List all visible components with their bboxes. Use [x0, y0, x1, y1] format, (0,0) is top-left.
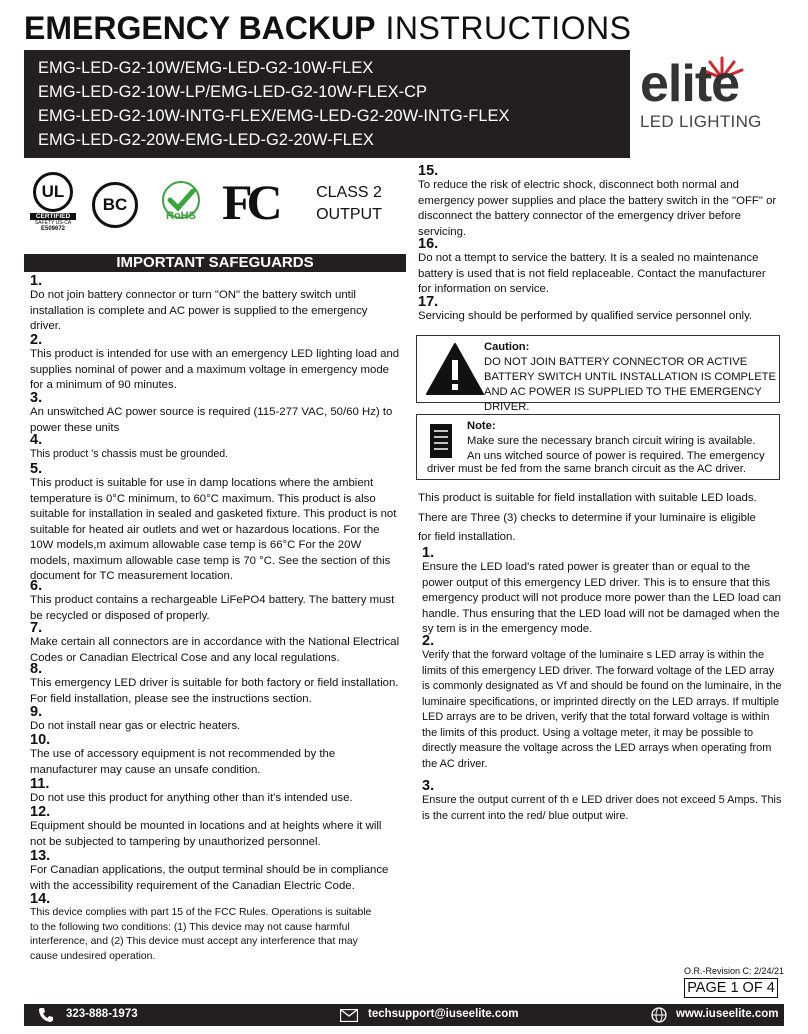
item-number: 13. — [30, 848, 51, 864]
model-list — [24, 50, 630, 158]
ul-code: E509672 — [40, 226, 66, 232]
rohs-mark — [156, 180, 206, 230]
item-number: 10. — [30, 732, 51, 748]
safeguard-item — [30, 849, 400, 894]
page-title — [24, 10, 631, 47]
item-number: 4. — [30, 432, 43, 448]
warning-icon — [425, 342, 485, 396]
item-text: This device complies with part 15 of the FCC Rules. Operations is suitable to the following two conditions: (1) This device may not cause harmful interference, and (2) This device must accept any interference that may cause undesired operation. — [30, 907, 372, 962]
globe-icon — [651, 1007, 667, 1023]
rohs-label: RoHS — [166, 210, 196, 222]
safeguard-item — [30, 662, 400, 707]
item-number: 14. — [30, 891, 51, 907]
footer-email[interactable]: techsupport@iuseelite.com — [368, 1008, 519, 1020]
phone-icon — [38, 1007, 54, 1023]
safeguard-item — [30, 805, 400, 850]
revision-label: O.R.-Revision C: 2/24/21 — [684, 966, 785, 976]
item-number: 11. — [30, 776, 50, 792]
item-text: Equipment should be mounted in locations and at heights where it will not be subjected to tampering by unauthorized personnel. — [30, 820, 382, 848]
item-number: 12. — [30, 804, 51, 820]
safeguard-item — [418, 237, 780, 298]
safeguard-item — [30, 433, 400, 463]
item-number: 6. — [30, 578, 43, 594]
footer-bar — [24, 1004, 784, 1026]
check-text: Ensure the LED load's rated power is greater than or equal to the power output of this emergency LED driver. This is to ensure that this emergency product will not produce more power than the LED load can handle. Thus ensuring that the LED load will not be damaged when the sy tem is in the emergency mode. — [422, 561, 782, 635]
check-number: 2. — [422, 633, 435, 649]
item-number: 17. — [418, 294, 439, 310]
item-number: 3. — [30, 390, 43, 406]
note-pad-icon — [427, 421, 457, 461]
footer-phone[interactable]: 323-888-1973 — [66, 1008, 138, 1020]
item-number: 1. — [30, 273, 43, 289]
safeguard-item — [30, 579, 400, 624]
safeguard-item — [30, 705, 400, 735]
safeguard-item — [30, 274, 400, 335]
item-number: 8. — [30, 661, 43, 677]
item-number: 16. — [418, 236, 439, 252]
item-text: This product contains a rechargeable LiFePO4 battery. The battery must be recycled or disposed of properly. — [30, 594, 395, 622]
item-text: The use of accessory equipment is not recommended by the manufacturer may cause an unsafe condition. — [30, 748, 336, 776]
caution-text: DO NOT JOIN BATTERY CONNECTOR OR ACTIVE BATTERY SWITCH UNTIL INSTALLATION IS COMPLETE AND AC POWER IS SUPPLIED TO THE EMERGENCY DRIVER. — [484, 356, 776, 413]
safeguard-item — [30, 733, 400, 778]
class2-line: OUTPUT — [316, 206, 382, 223]
check-number: 1. — [422, 545, 435, 561]
note-line: An uns witched source of power is required. The emergency — [467, 450, 765, 462]
safeguard-item — [30, 333, 400, 394]
safeguard-item — [30, 462, 400, 585]
field-check — [422, 546, 782, 638]
field-intro: This product is suitable for field installation with suitable LED loads. — [418, 492, 757, 504]
check-number: 3. — [422, 778, 435, 794]
field-intro: for field installation. — [418, 531, 516, 543]
item-text: Do not install near gas or electric heaters. — [30, 720, 241, 732]
safeguard-item — [418, 164, 780, 240]
model-line: EMG-LED-G2-20W-EMG-LED-G2-20W-FLEX — [38, 131, 374, 149]
safeguard-item — [30, 892, 382, 964]
class2-output-label — [314, 182, 384, 226]
item-number: 7. — [30, 620, 43, 636]
item-text: This product 's chassis must be grounded. — [30, 448, 229, 460]
title-light: INSTRUCTIONS — [385, 10, 632, 46]
item-text: To reduce the risk of electric shock, disconnect both normal and emergency power supplies and place the battery switch in the "OFF" or disconnect the battery connector of the emergency driver before servicing. — [418, 179, 777, 238]
fcc-mark-icon: FC — [222, 174, 277, 230]
item-text: Servicing should be performed by qualified service personnel only. — [418, 310, 753, 322]
ul-certified-mark — [30, 172, 76, 232]
model-line: EMG-LED-G2-10W-LP/EMG-LED-G2-10W-FLEX-CP — [38, 83, 428, 101]
field-check — [422, 779, 782, 824]
check-text: Verify that the forward voltage of the luminaire s LED array is within the limits of this emergency LED driver. The forward voltage of the LED array is commonly designated as Vf and should be found on the luminaire, in the luminaire specifications, or imprinted directly on the LED arrays. If multiple LED arrays are to be driven, verify that the total forward voltage is within the limits of this product. Using a voltage meter, it may be possible to directly measure the voltage across the LED arrays when operating from the AC driver. — [422, 649, 782, 770]
model-line: EMG-LED-G2-10W-INTG-FLEX/EMG-LED-G2-20W-INTG-FLEX — [38, 107, 510, 125]
item-text: For Canadian applications, the output terminal should be in compliance with the accessibility requirement of the Canadian Electric Code. — [30, 864, 389, 892]
field-check — [422, 634, 782, 772]
page-number: PAGE 1 OF 4 — [684, 978, 778, 998]
item-text: This product is intended for use with an emergency LED lighting load and supplies nominal of power and a maximum voltage in emergency mode for a minimum of 90 minutes. — [30, 348, 400, 391]
note-label: Note: — [467, 420, 496, 432]
logo-wordmark: elite — [640, 55, 740, 113]
ul-logo-icon: UL — [33, 172, 73, 212]
item-text: An unswitched AC power source is required (115-277 VAC, 50/60 Hz) to power these units — [30, 406, 393, 434]
title-bold: EMERGENCY BACKUP — [24, 10, 376, 46]
caution-box — [416, 335, 780, 413]
safeguard-item — [418, 295, 780, 325]
ul-small-text: SAFETY US-CA — [34, 220, 72, 226]
item-text: Do not join battery connector or turn "ON" the battery switch until installation is complete and AC power is supplied to the emergency driver. — [30, 289, 368, 332]
caution-label: Caution: — [484, 341, 530, 353]
ul-certified-label: CERTIFIED — [30, 213, 76, 220]
item-text: Do not use this product for anything other than it's intended use. — [30, 792, 353, 804]
check-text: Ensure the output current of th e LED driver does not exceed 5 Amps. This is the current into the red/ blue output wire. — [422, 794, 782, 822]
item-text: Make certain all connectors are in accordance with the National Electrical Codes or Canadian Electrical Cose and any local regulations. — [30, 636, 400, 664]
footer-website[interactable]: www.iuseelite.com — [676, 1008, 779, 1020]
note-line: Make sure the necessary branch circuit wiring is available. — [467, 435, 756, 447]
item-text: Do not a ttempt to service the battery. It is a sealed no maintenance battery is used that is not field replaceable. Contact the manufacturer for information on service. — [418, 252, 766, 295]
item-number: 5. — [30, 461, 43, 477]
class2-line: CLASS 2 — [316, 184, 382, 201]
item-text: This product is suitable for use in damp locations where the ambient temperature is 0°C minimum, to 60°C maximum. This product is also suitable for installation in sealed and gasketed fixture. This product is not suitable for heated air outlets and wet or hazardous locations. For the 10W models,m aximum allowable case temp is 66°C For the 20W models, maximum allowable case temp is 70 °C. See the section of this document for TC measurement location. — [30, 477, 397, 582]
safeguards-heading: IMPORTANT SAFEGUARDS — [24, 254, 406, 272]
email-icon — [340, 1009, 358, 1022]
item-number: 9. — [30, 704, 43, 720]
item-number: 2. — [30, 332, 43, 348]
safeguard-item — [30, 777, 400, 807]
note-line: driver must be fed from the same branch circuit as the AC driver. — [427, 463, 746, 475]
logo-subtitle: LED LIGHTING — [640, 112, 762, 131]
bc-mark-icon: BC — [92, 182, 138, 228]
note-box — [416, 414, 780, 480]
safeguard-item — [30, 621, 400, 666]
safeguard-item — [30, 391, 400, 436]
item-number: 15. — [418, 163, 439, 179]
field-intro: There are Three (3) checks to determine if your luminaire is eligible — [418, 512, 756, 524]
item-text: This emergency LED driver is suitable for both factory or field installation. For field installation, please see the instructions section. — [30, 677, 399, 705]
model-line: EMG-LED-G2-10W/EMG-LED-G2-10W-FLEX — [38, 59, 374, 77]
